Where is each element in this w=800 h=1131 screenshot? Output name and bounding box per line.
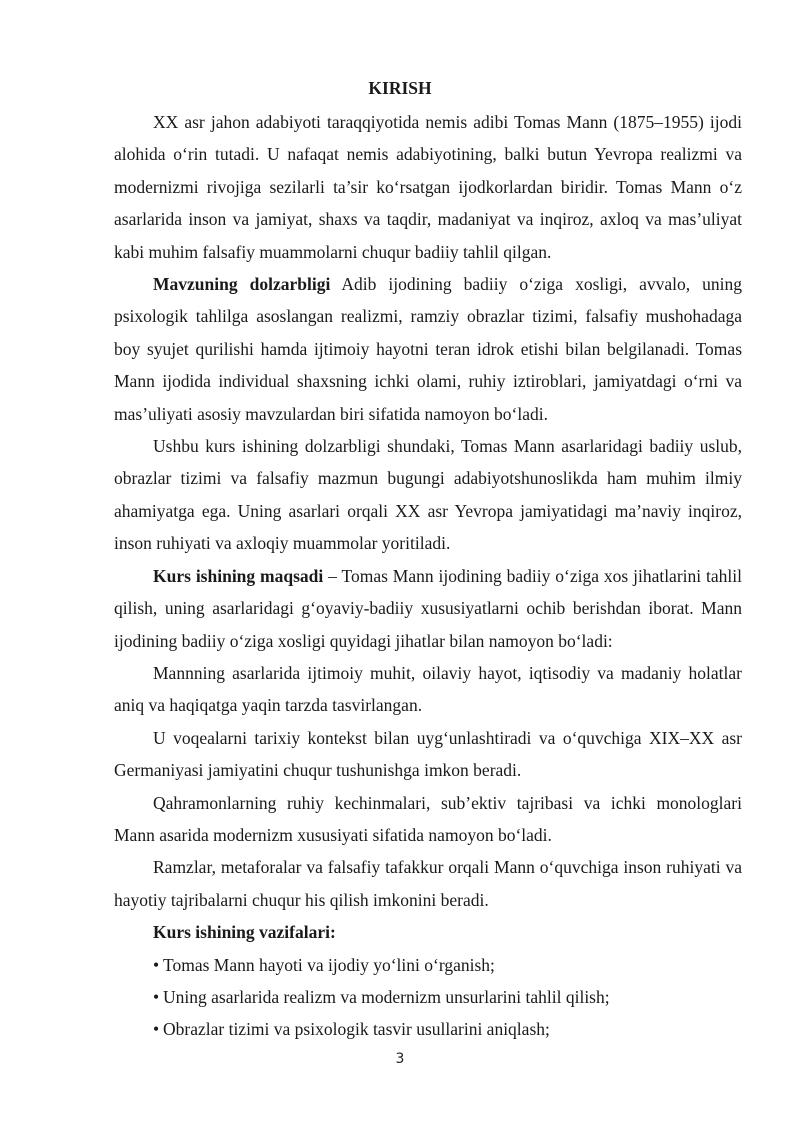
list-item (114, 981, 742, 1013)
tasks-heading: Kurs ishining vazifalari: (153, 922, 336, 943)
paragraph-lead: Mavzuning dolzarbligi (153, 274, 331, 295)
page-number: 3 (395, 1051, 405, 1067)
paragraph-text: XX asr jahon adabiyoti taraqqiyotida nemis adibi Tomas Mann (1875–1955) ijodi alohida o‘rin tutadi. U nafaqat nemis adabiyotining, balki butun Yevropa realizmi va modernizmi rivojiga sezilarli ta’sir ko‘rsatgan ijodkorlardan biridir. Tomas Mann o‘z asarlarida inson va jamiyat, shaxs va taqdir, madaniyat va inqiroz, axloq va mas’uliyat kabi muhim falsafiy muammolarni chuqur badiiy tahlil qilgan. (114, 112, 742, 262)
list-item-text: Obrazlar tizimi va psixologik tasvir usullarini aniqlash; (163, 1019, 550, 1040)
paragraph-lead: Kurs ishining maqsadi (153, 565, 324, 586)
paragraph-feature-3 (114, 787, 742, 852)
list-item-text: Uning asarlarida realizm va modernizm unsurlarini tahlil qilish; (163, 986, 610, 1007)
paragraph-feature-1 (114, 657, 742, 722)
paragraph-text: Adib ijodining badiiy o‘ziga xosligi, avvalo, uning psixologik tahlilga asoslangan realizmi, ramziy obrazlar tizimi, falsafiy mushohadaga boy syujet qurilishi hamda ijtimoiy hayotni teran idrok etishi bilan belgilanadi. Tomas Mann ijodida individual shaxsning ichki olami, ruhiy iztiroblari, jamiyatdagi o‘rni va mas’uliyati asosiy mavzulardan biri sifatida namoyon bo‘ladi. (114, 274, 742, 424)
paragraph-text: Ushbu kurs ishining dolzarbligi shundaki, Tomas Mann asarlaridagi badiiy uslub, obrazlar tizimi va falsafiy mazmun bugungi adabiyotshunoslikda ham muhim ilmiy ahamiyatga ega. Uning asarlari orqali XX asr Yevropa jamiyatidagi ma’naviy inqiroz, inson ruhiyati va axloqiy muammolar yoritiladi. (114, 436, 742, 554)
paragraph-relevance (114, 268, 742, 430)
paragraph-intro (114, 106, 742, 268)
list-item (114, 949, 742, 981)
paragraph-text: Qahramonlarning ruhiy kechinmalari, sub’ektiv tajribasi va ichki monologlari Mann asarida modernizm xususiyati sifatida namoyon bo‘ladi. (114, 792, 742, 845)
bullet-icon: • (153, 1019, 160, 1040)
paragraph-text: U voqealarni tarixiy kontekst bilan uyg‘unlashtiradi va o‘quvchiga XIX–XX asr Germaniyasi jamiyatini chuqur tushunishga imkon beradi. (114, 727, 742, 781)
paragraph-relevance-detail (114, 430, 742, 560)
paragraph-goal (114, 560, 742, 657)
document-body (114, 106, 742, 1046)
bullet-icon: • (153, 954, 160, 975)
tasks-list (114, 949, 742, 1046)
paragraph-feature-4 (114, 851, 742, 916)
paragraph-feature-2 (114, 722, 742, 787)
list-item-text: Tomas Mann hayoti va ijodiy yo‘lini o‘rganish; (163, 954, 495, 975)
bullet-icon: • (153, 986, 160, 1007)
paragraph-text: Ramzlar, metaforalar va falsafiy tafakkur orqali Mann o‘quvchiga inson ruhiyati va hayotiy tajribalarni chuqur his qilish imkonini beradi. (114, 857, 742, 910)
section-heading: KIRISH (368, 78, 432, 98)
list-item (114, 1013, 742, 1045)
paragraph-text: Mannning asarlarida ijtimoiy muhit, oilaviy hayot, iqtisodiy va madaniy holatlar aniq va haqiqatga yaqin tarzda tasvirlangan. (114, 662, 742, 716)
paragraph-text: – Tomas Mann ijodining badiiy o‘ziga xos jihatlarini tahlil qilish, uning asarlaridagi g‘oyaviy-badiiy xususiyatlarni ochib berishdan iborat. Mann ijodining badiiy o‘ziga xosligi quyidagi jihatlar bilan namoyon bo‘ladi: (114, 565, 742, 651)
